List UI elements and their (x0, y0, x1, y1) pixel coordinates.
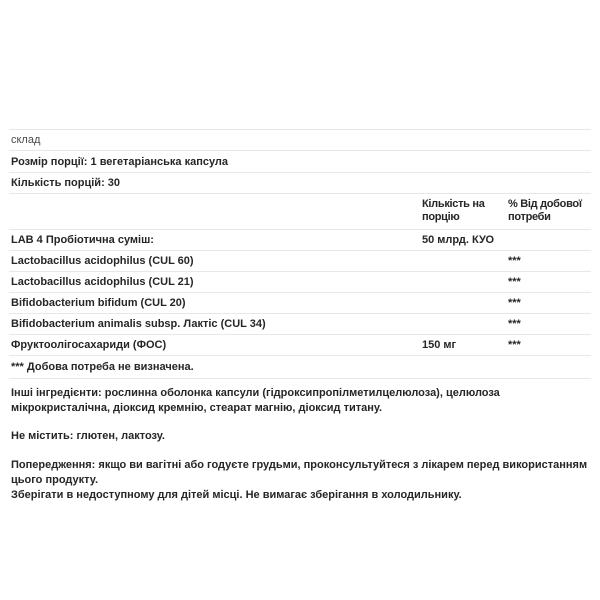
ingredient-amount: 150 мг (422, 339, 457, 351)
servings-count-row: Кількість порцій: 30 (9, 173, 591, 194)
table-row (9, 251, 591, 272)
ingredient-dv: *** (508, 339, 521, 351)
other-ingredients-text: Інші інгредієнти: рослинна оболонка капсули (гідроксипропілметилцелюлоза), целюлоза мікрокристалічна, діоксид кремнію, стеарат магнію, діоксид титану. (11, 387, 500, 414)
ingredient-dv: *** (508, 297, 521, 309)
table-row (9, 314, 591, 335)
free-from-text: Не містить: глютен, лактозу. (11, 430, 165, 442)
ingredient-dv: *** (508, 255, 521, 267)
section-header-sklad: склад (9, 130, 591, 151)
ingredient-name: Bifidobacterium animalis subsp. Лактіс (CUL 34) (11, 318, 266, 330)
daily-value-footnote: *** Добова потреба не визначена. (9, 356, 591, 379)
table-row (9, 230, 591, 251)
notes-section (9, 378, 591, 503)
table-header-row (9, 194, 591, 230)
ingredient-dv: *** (508, 276, 521, 288)
header-percent-daily-value: % Від добової потреби (508, 198, 582, 223)
ingredient-dv: *** (508, 318, 521, 330)
ingredient-amount: 50 млрд. КУО (422, 234, 495, 246)
warning-text: Попередження: якщо ви вагітні або годуєте грудьми, проконсультуйтеся з лікарем перед використанням цього продукту. (11, 459, 588, 486)
header-amount-per-serving: Кількість на порцію (422, 198, 485, 223)
table-row (9, 293, 591, 314)
ingredient-name: LAB 4 Пробіотична суміш: (11, 234, 154, 246)
table-row (9, 335, 591, 356)
ingredient-name: Lactobacillus acidophilus (CUL 21) (11, 276, 194, 288)
ingredient-name: Bifidobacterium bifidum (CUL 20) (11, 297, 186, 309)
storage-text: Зберігати в недоступному для дітей місці. Не вимагає зберігання в холодильнику. (11, 489, 462, 501)
table-row (9, 272, 591, 293)
serving-size-row: Розмір порції: 1 вегетаріанська капсула (9, 151, 591, 173)
supplement-facts-table (9, 129, 591, 379)
ingredient-name: Lactobacillus acidophilus (CUL 60) (11, 255, 194, 267)
ingredient-name: Фруктоолігосахариди (ФОС) (11, 339, 167, 351)
